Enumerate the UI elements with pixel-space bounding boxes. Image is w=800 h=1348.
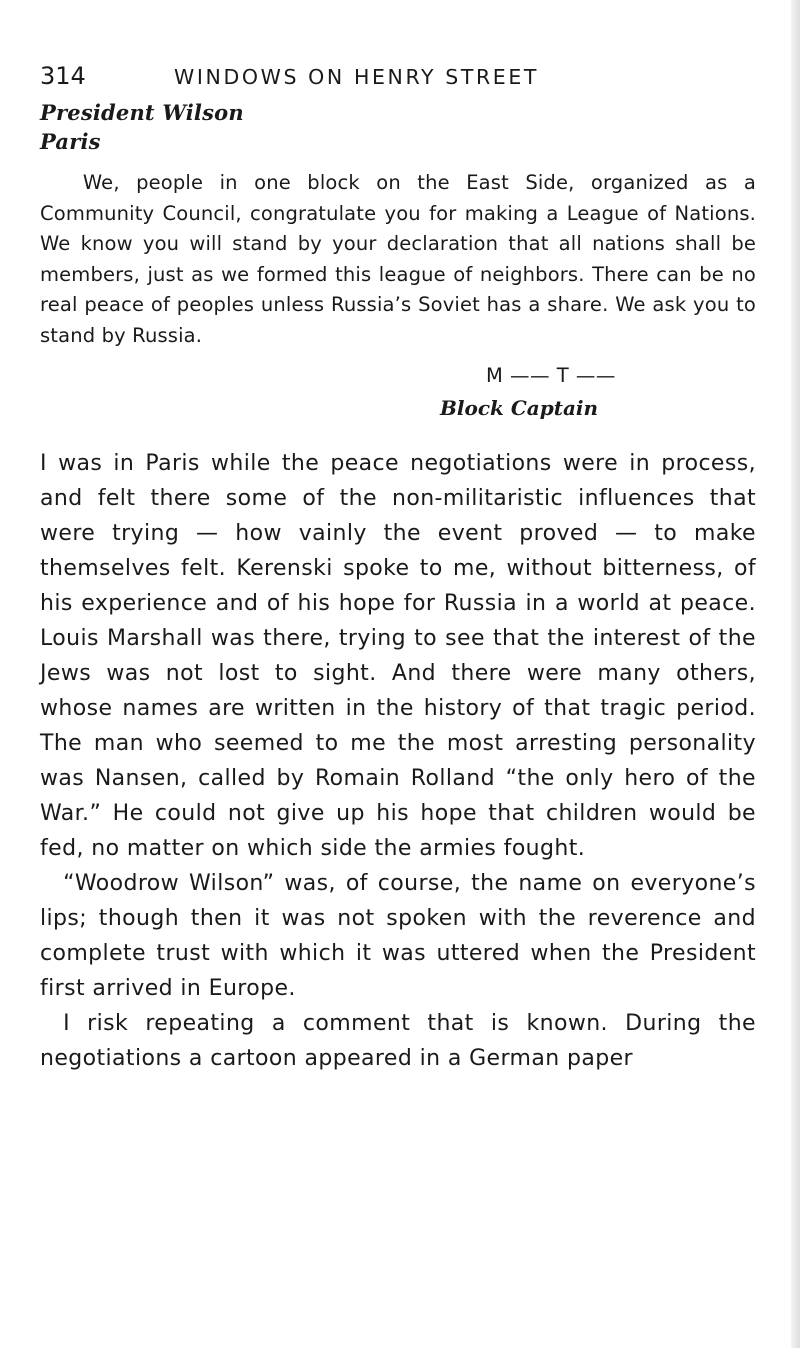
running-title: WINDOWS ON HENRY STREET: [174, 65, 540, 89]
letter-signature: [40, 361, 756, 423]
body-paragraph-3: I risk repeating a comment that is known. During the negotiations a cartoon appeared in a German paper: [40, 1011, 756, 1071]
page-number: 314: [40, 62, 86, 90]
letter-location: Paris: [40, 129, 101, 154]
quoted-letter: [40, 98, 756, 423]
letter-addressee: President Wilson: [40, 100, 244, 125]
running-head: [40, 62, 756, 96]
signature-initials: M —— T ——: [486, 364, 616, 387]
signature-title: Block Captain: [440, 396, 599, 420]
body-paragraph-2: “Woodrow Wilson” was, of course, the name on everyone’s lips; though then it was not spoken with the reverence and complete trust with which it was uttered when the President first arrived in Europe.: [40, 871, 756, 1001]
book-page: [40, 62, 756, 1076]
page-edge-shadow: [791, 0, 800, 1348]
body-paragraph-1: I was in Paris while the peace negotiations were in process, and felt there some of the non-militaristic influences that were trying — how vainly the event proved — to make themselves felt. Kerenski spoke to me, without bitterness, of his experience and of his hope for Russia in a world at peace. Louis Marshall was there, trying to see that the interest of the Jews was not lost to sight. And there were many others, whose names are written in the history of that tragic period. The man who seemed to me the most arresting personality was Nansen, called by Romain Rolland “the only hero of the War.” He could not give up his hope that children would be fed, no matter on which side the armies fought.: [40, 451, 756, 861]
letter-body: We, people in one block on the East Side, organized as a Community Council, congratulate you for making a League of Nations. We know you will stand by your declaration that all nations shall be members, just as we formed this league of neighbors. There can be no real peace of peoples unless Russia’s Soviet has a share. We ask you to stand by Russia.: [40, 171, 756, 347]
